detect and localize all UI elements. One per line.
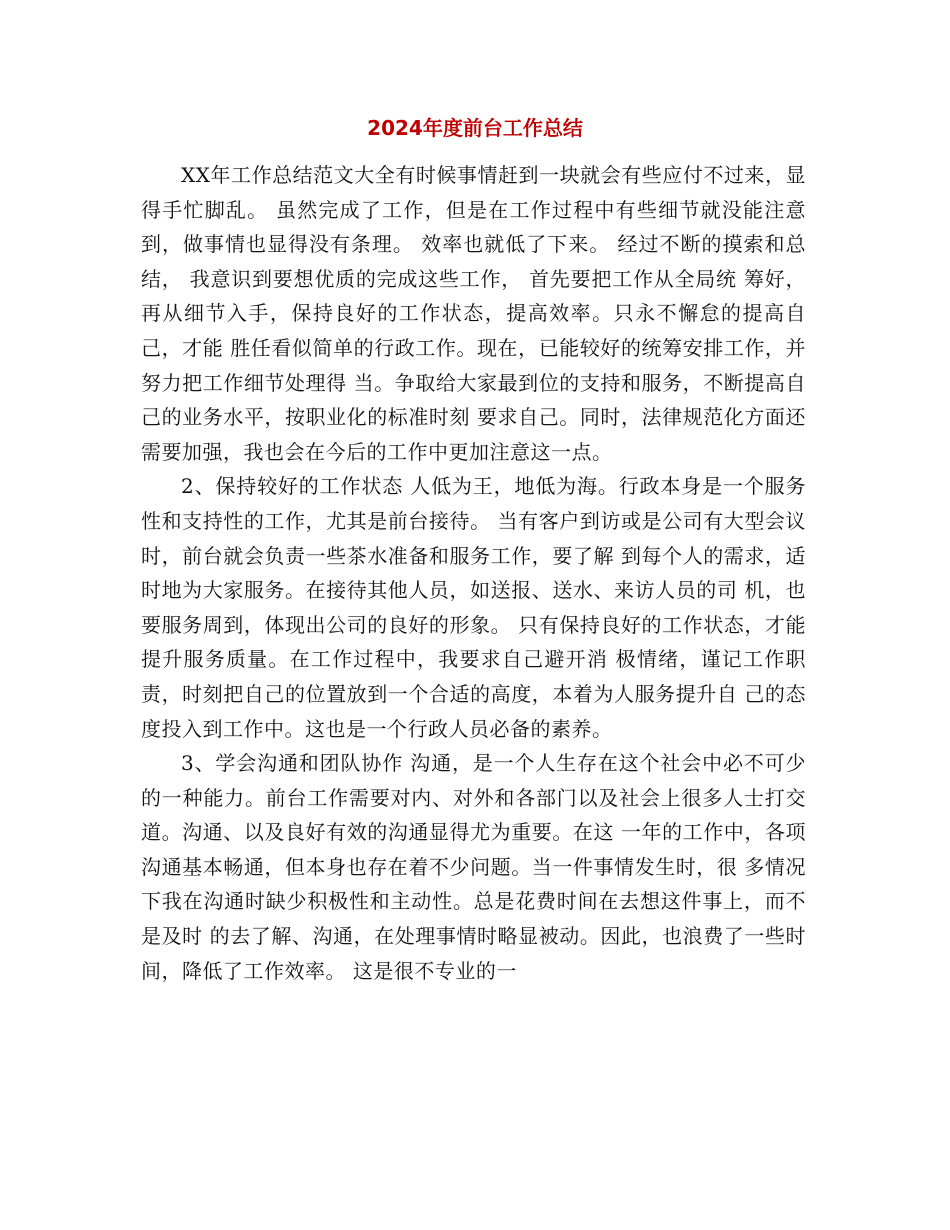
document-body [141, 158, 806, 988]
paragraph-work-state: 2、保持较好的工作状态 人低为王，地低为海。行政本身是一个服务性和支持性的工作，尤其是前台接待。 当有客户到访或是公司有大型会议时，前台就会负责一些茶水准备和服务工作，要了解 到每个人的需求，适时地为大家服务。在接待其他人员，如送报、送水、来访人员的司 机，也要服务周到，体现出公司的良好的形象。 只有保持良好的工作状态，才能提升服务质量。在工作过程中，我要求自己避开消 极情绪，谨记工作职责，时刻把自己的位置放到一个合适的高度，本着为人服务提升自 己的态度投入到工作中。这也是一个行政人员必备的素养。 [141, 474, 806, 741]
paragraph-work-summary: XX年工作总结范文大全有时候事情赶到一块就会有些应付不过来，显得手忙脚乱。 虽然完成了工作，但是在工作过程中有些细节就没能注意到，做事情也显得没有条理。 效率也就低了下来。 经过不断的摸索和总结， 我意识到要想优质的完成这些工作， 首先要把工作从全局统 筹好，再从细节入手，保持良好的工作状态，提高效率。只永不懈怠的提高自己，才能 胜任看似简单的行政工作。现在，已能较好的统筹安排工作，并努力把工作细节处理得 当。争取给大家最到位的支持和服务，不断提高自己的业务水平，按职业化的标准时刻 要求自己。同时，法律规范化方面还需要加强，我也会在今后的工作中更加注意这一点。 [141, 163, 806, 464]
document-title: 2024年度前台工作总结 [367, 116, 583, 140]
paragraph-communication: 3、学会沟通和团队协作 沟通，是一个人生存在这个社会中必不可少的一种能力。前台工作需要对内、对外和各部门以及社会上很多人士打交道。沟通、以及良好有效的沟通显得尤为重要。在这 一年的工作中，各项沟通基本畅通，但本身也存在着不少问题。当一件事情发生时，很 多情况下我在沟通时缺少积极性和主动性。总是花费时间在去想这件事上，而不是及时 的去了解、沟通，在处理事情时略显被动。因此，也浪费了一些时间，降低了工作效率。 这是很不专业的一 [141, 751, 806, 983]
